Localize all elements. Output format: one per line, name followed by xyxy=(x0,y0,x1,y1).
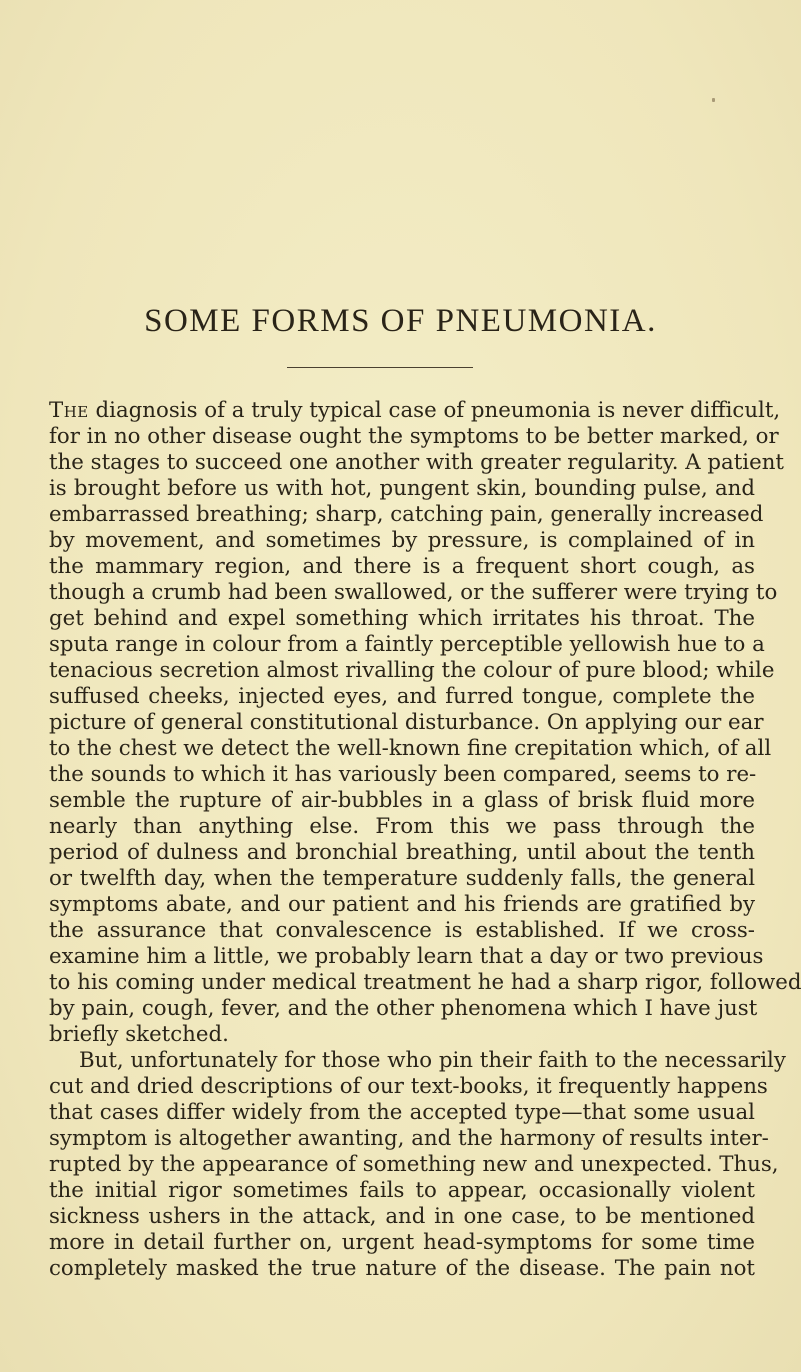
text-line: The diagnosis of a truly typical case of pneumonia is never difficult, xyxy=(49,398,781,423)
text-line: sickness ushers in the attack, and in one case, to be mentioned xyxy=(49,1204,755,1229)
text-line: period of dulness and bronchial breathing, until about the tenth xyxy=(49,840,755,865)
text-line: the assurance that convalescence is established. If we cross- xyxy=(49,918,755,943)
text-line: by movement, and sometimes by pressure, is complained of in xyxy=(49,528,755,553)
title-rule xyxy=(287,367,473,368)
text-line: the sounds to which it has variously been compared, seems to re- xyxy=(49,762,757,787)
text-line: by pain, cough, fever, and the other phenomena which I have just xyxy=(49,996,758,1021)
text-line: to the chest we detect the well-known fine crepitation which, of all xyxy=(49,736,772,761)
text-line: is brought before us with hot, pungent skin, bounding pulse, and xyxy=(49,476,755,501)
chapter-title: SOME FORMS OF PNEUMONIA. xyxy=(144,303,657,339)
text-line: rupted by the appearance of something new and unexpected. Thus, xyxy=(49,1152,779,1177)
text-line: picture of general constitutional disturbance. On applying our ear xyxy=(49,710,764,735)
text-line: tenacious secretion almost rivalling the colour of pure blood; while xyxy=(49,658,775,683)
text-line: for in no other disease ought the symptoms to be better marked, or xyxy=(49,424,779,449)
text-line: sputa range in colour from a faintly perceptible yellowish hue to a xyxy=(49,632,765,657)
text-line: examine him a little, we probably learn that a day or two previous xyxy=(49,944,764,969)
text-line: completely masked the true nature of the disease. The pain not xyxy=(49,1256,755,1281)
text-line: cut and dried descriptions of our text-books, it frequently happens xyxy=(49,1074,768,1099)
text-line: more in detail further on, urgent head-symptoms for some time xyxy=(49,1230,755,1255)
text-line: briefly sketched. xyxy=(49,1022,229,1047)
text-line: though a crumb had been swallowed, or the sufferer were trying to xyxy=(49,580,778,605)
text-line: nearly than anything else. From this we pass through the xyxy=(49,814,755,839)
text-line: suffused cheeks, injected eyes, and furred tongue, complete the xyxy=(49,684,755,709)
text-line: the stages to succeed one another with greater regularity. A patient xyxy=(49,450,784,475)
lead-word: The xyxy=(49,398,89,423)
text-line: or twelfth day, when the temperature suddenly falls, the general xyxy=(49,866,755,891)
text-line: to his coming under medical treatment he had a sharp rigor, followed xyxy=(49,970,801,995)
text-line: embarrassed breathing; sharp, catching pain, generally increased xyxy=(49,502,764,527)
text-line: that cases differ widely from the accepted type—that some usual xyxy=(49,1100,755,1125)
text-line: the mammary region, and there is a frequent short cough, as xyxy=(49,554,755,579)
text-line: symptoms abate, and our patient and his friends are gratified by xyxy=(49,892,755,917)
text-line: symptom is altogether awanting, and the harmony of results inter- xyxy=(49,1126,769,1151)
page-speck xyxy=(712,98,715,102)
text-line: semble the rupture of air-bubbles in a glass of brisk fluid more xyxy=(49,788,755,813)
text-line: But, unfortunately for those who pin their faith to the necessarily xyxy=(79,1048,786,1073)
text-line: the initial rigor sometimes fails to appear, occasionally violent xyxy=(49,1178,755,1203)
text-line: get behind and expel something which irritates his throat. The xyxy=(49,606,755,631)
